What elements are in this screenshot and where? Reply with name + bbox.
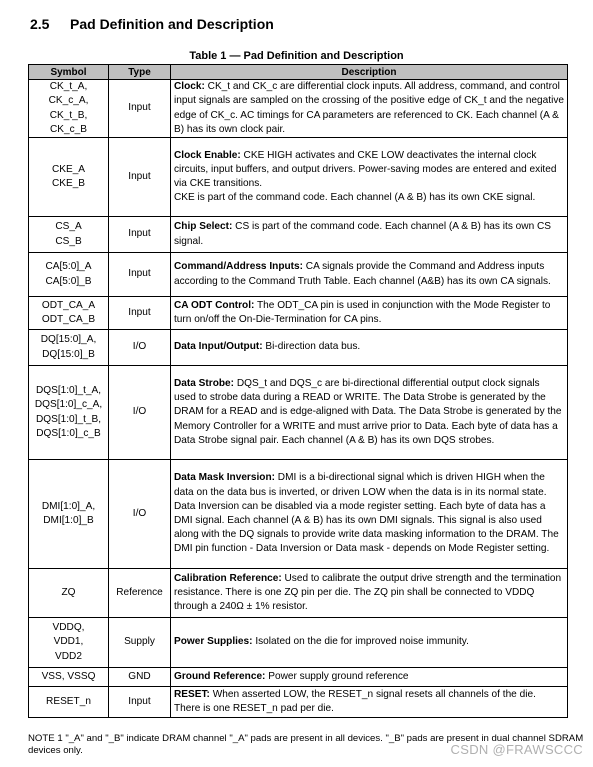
description-cell — [171, 297, 568, 330]
type-cell: Input — [109, 138, 171, 217]
description-cell — [171, 330, 568, 366]
description-term: Chip Select: — [174, 221, 233, 233]
table-row — [29, 618, 568, 668]
description-text-2: CKE is part of the command code. Each channel (A & B) has its own CKE signal. — [174, 192, 536, 204]
table-row — [29, 297, 568, 330]
table-row — [29, 80, 568, 138]
description-cell — [171, 460, 568, 569]
description-cell — [171, 687, 568, 718]
description-cell — [171, 366, 568, 460]
description-text: Isolated on the die for improved noise immunity. — [252, 636, 469, 648]
symbol-cell: CA[5:0]_A CA[5:0]_B — [29, 253, 109, 297]
header-symbol: Symbol — [29, 65, 109, 80]
table-row — [29, 253, 568, 297]
table-row — [29, 330, 568, 366]
type-cell: Input — [109, 253, 171, 297]
description-text: CKE HIGH activates and CKE LOW deactivates the internal clock circuits, input buffers, and output drivers. Power-saving modes are entered and exited via CKE transitions. — [174, 149, 557, 189]
table-header-row — [29, 65, 568, 80]
type-cell: I/O — [109, 330, 171, 366]
description-text: DMI is a bi-directional signal which is driven HIGH when the data on the data bus is inverted, or driven LOW when the data is in its normal state. Data Inversion can be disabled via a mode register setting. Each byte of data has a DMI signal. Each channel (A & B) has its own DMI signals. This signal is also used along with the DQ signals to provide write data masking information to the DRAM. The DMI pin function - Data Inversion or Data mask - depends on Mode Register setting. — [174, 472, 559, 555]
description-text: Power supply ground reference — [265, 670, 409, 682]
description-cell — [171, 138, 568, 217]
symbol-cell: VSS, VSSQ — [29, 668, 109, 687]
symbol-cell: CK_t_A, CK_c_A, CK_t_B, CK_c_B — [29, 80, 109, 138]
pad-definition-table — [28, 64, 568, 718]
symbol-cell: DQ[15:0]_A, DQ[15:0]_B — [29, 330, 109, 366]
header-description: Description — [171, 65, 568, 80]
symbol-cell: RESET_n — [29, 687, 109, 718]
symbol-cell: CKE_A CKE_B — [29, 138, 109, 217]
description-term: Power Supplies: — [174, 636, 253, 648]
type-cell: Input — [109, 297, 171, 330]
type-cell: I/O — [109, 460, 171, 569]
description-term: Calibration Reference: — [174, 572, 282, 584]
symbol-cell: ZQ — [29, 569, 109, 618]
description-text: Used to calibrate the output drive strength and the termination resistance. There is one ZQ pin per die. The ZQ pin shall be connected to VDDQ through a 240Ω ± 1% resistor. — [174, 572, 562, 613]
symbol-cell: DQS[1:0]_t_A, DQS[1:0]_c_A, DQS[1:0]_t_B, DQS[1:0]_c_B — [29, 366, 109, 460]
type-cell: I/O — [109, 366, 171, 460]
description-term: Data Input/Output: — [174, 341, 263, 353]
description-term: Clock: — [174, 81, 205, 93]
description-cell — [171, 618, 568, 668]
description-cell — [171, 668, 568, 687]
table-row — [29, 217, 568, 253]
description-term: Data Mask Inversion: — [174, 472, 275, 484]
description-text: CA signals provide the Command and Address inputs according to the Command Truth Table. Each channel (A&B) has its own CA signals. — [174, 261, 551, 287]
description-cell — [171, 80, 568, 138]
footnote: NOTE 1 "_A" and "_B" indicate DRAM channel "_A" pads are present in all devices. "_B" pads are present in dual channel SDRAM devices only. — [28, 733, 584, 756]
description-text: CS is part of the command code. Each channel (A & B) has its own CS signal. — [174, 221, 552, 247]
description-term: Clock Enable: — [174, 149, 241, 161]
description-cell — [171, 217, 568, 253]
symbol-cell: ODT_CA_A ODT_CA_B — [29, 297, 109, 330]
description-text: DQS_t and DQS_c are bi-directional differential output clock signals used to strobe data during a READ or WRITE. The Data Strobe is generated by the DRAM for a READ and is edge-aligned with Data. The Data Strobe is generated by the Memory Controller for a WRITE and must arrive prior to Data. Each byte of data has a Data Strobe signal pair. Each channel (A & B) has its own DQS strobes. — [174, 377, 562, 446]
description-cell — [171, 253, 568, 297]
description-text: The ODT_CA pin is used in conjunction with the Mode Register to turn on/off the On-Die-Termination for CA pins. — [174, 299, 551, 325]
symbol-cell: CS_A CS_B — [29, 217, 109, 253]
description-text: CK_t and CK_c are differential clock inputs. All address, command, and control input signals are sampled on the crossing of the positive edge of CK_t and the negative edge of CK_c. AC timings for CA parameters are referenced to CK. Each channel (A & B) has its own clock pair. — [174, 81, 564, 135]
description-cell — [171, 569, 568, 618]
section-title: Pad Definition and Description — [70, 16, 274, 32]
type-cell: Input — [109, 687, 171, 718]
section-heading — [30, 16, 274, 32]
description-term: Command/Address Inputs: — [174, 261, 303, 273]
symbol-cell: VDDQ, VDD1, VDD2 — [29, 618, 109, 668]
description-text: Bi-direction data bus. — [262, 341, 361, 353]
description-term: RESET: — [174, 688, 210, 700]
description-term: CA ODT Control: — [174, 299, 255, 311]
symbol-cell: DMI[1:0]_A, DMI[1:0]_B — [29, 460, 109, 569]
type-cell: GND — [109, 668, 171, 687]
section-number: 2.5 — [30, 16, 50, 32]
table-title: Table 1 — Pad Definition and Description — [189, 50, 404, 62]
type-cell: Input — [109, 217, 171, 253]
table-row — [29, 668, 568, 687]
description-term: Data Strobe: — [174, 377, 235, 389]
description-text: When asserted LOW, the RESET_n signal resets all channels of the die. There is one RESET_n pad per die. — [174, 688, 536, 714]
table-row — [29, 569, 568, 618]
description-term: Ground Reference: — [174, 670, 266, 682]
table-row — [29, 460, 568, 569]
header-type: Type — [109, 65, 171, 80]
type-cell: Supply — [109, 618, 171, 668]
table-row — [29, 366, 568, 460]
type-cell: Reference — [109, 569, 171, 618]
watermark: CSDN @FRAWSCCC — [450, 742, 583, 757]
table-row — [29, 687, 568, 718]
type-cell: Input — [109, 80, 171, 138]
table-row — [29, 138, 568, 217]
